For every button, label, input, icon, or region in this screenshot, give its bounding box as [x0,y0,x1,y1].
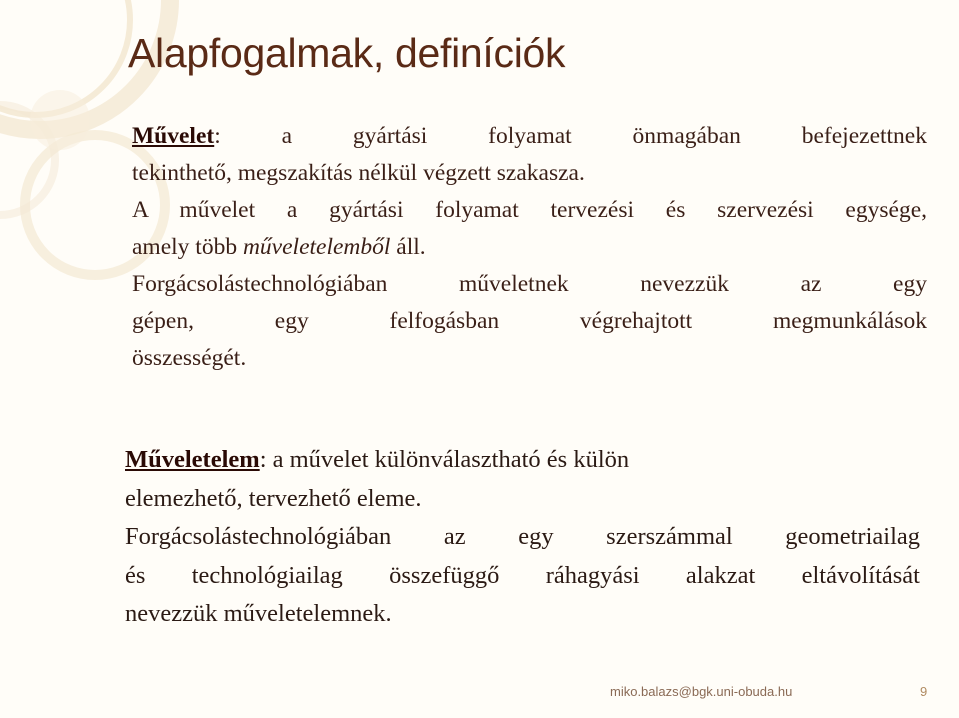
footer-email: miko.balazs@bgk.uni-obuda.hu [610,684,793,699]
definition-muveletelem: Műveletelem: a művelet különválasztható és külön elemezhető, tervezhető eleme. Forgácsolástechnológiában az egy szerszámmal geometriailag és technológiailag összefüggő ráhagyási alakzat eltávolítását nevezzük műveletelemnek. [125,446,920,627]
term-muveletelem: Műveletelem [125,446,260,473]
definition-muvelet: Művelet: a gyártási folyamat önmagában befejezettnek tekinthető, megszakítás nélkül végzett szakasza. A művelet a gyártási folyamat tervezési és szervezési egysége, amely több műveletelemből áll. Forgácsolástechnológiában műveletnek nevezzük az egy gépen, egy felfogásban végrehajtott megmunkálások összességét. [132,123,927,371]
page-title: Alapfogalmak, definíciók [128,30,566,76]
term-muvelet: Művelet [132,123,215,149]
page-number: 9 [920,684,928,699]
